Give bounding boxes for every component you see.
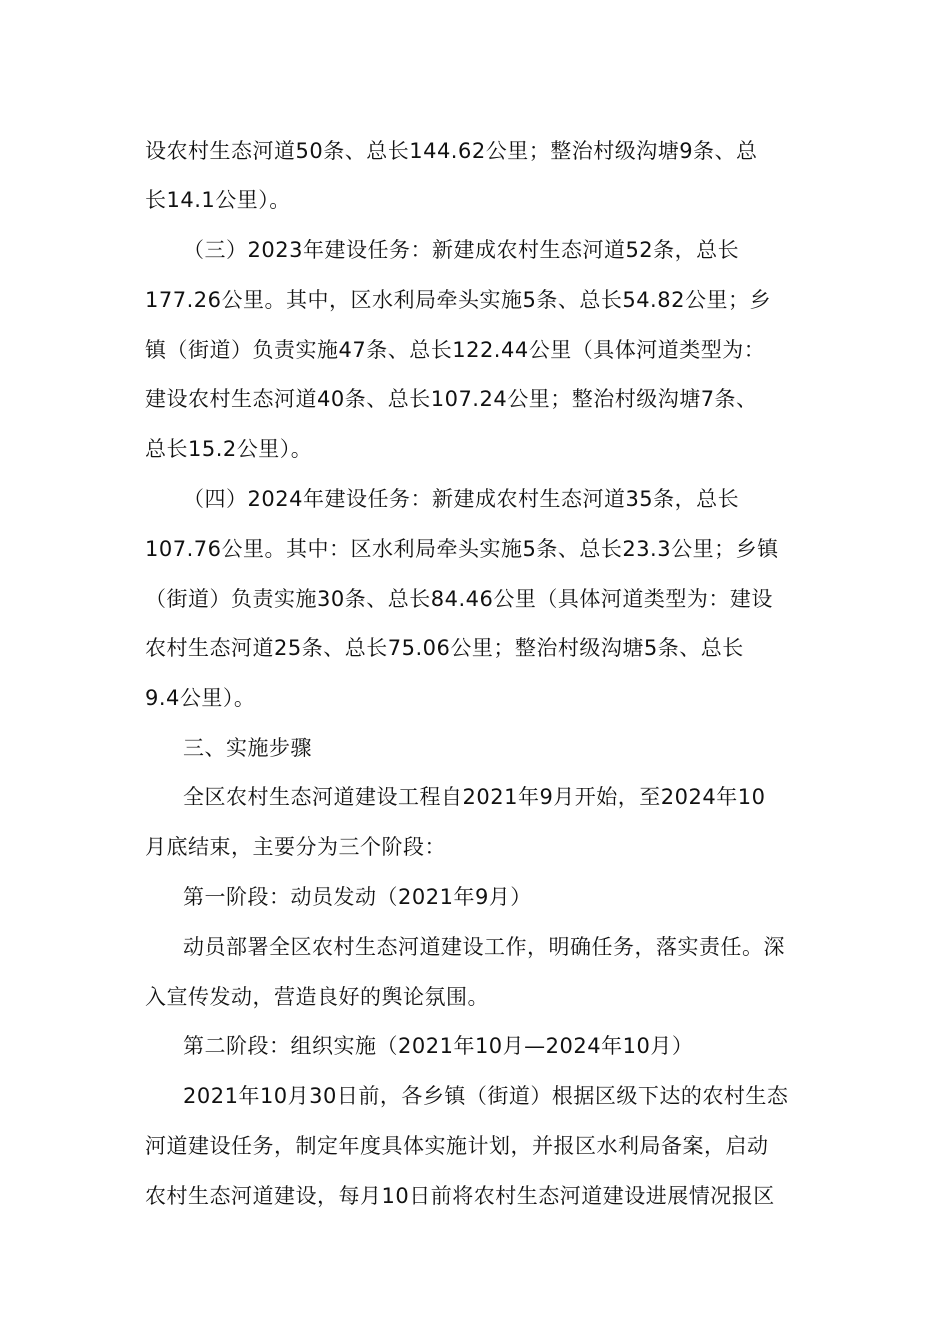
text-line: 长14.1公里）。 [145,188,291,212]
text-line: 2021年10月30日前，各乡镇（街道）根据区级下达的农村生态 [183,1084,789,1108]
text-line: 河道建设任务，制定年度具体实施计划，并报区水利局备案，启动 [145,1134,769,1158]
text-line: 总长15.2公里）。 [145,437,313,461]
text-line: （三）2023年建设任务：新建成农村生态河道52条，总长 [183,238,740,262]
text-line: 177.26公里。其中，区水利局牵头实施5条、总长54.82公里；乡 [145,288,771,312]
text-line: 月底结束，主要分为三个阶段： [145,835,446,859]
stage-heading: 第二阶段：组织实施（2021年10月—2024年10月） [183,1034,694,1058]
section-heading: 三、实施步骤 [183,736,312,760]
text-line: 动员部署全区农村生态河道建设工作，明确任务，落实责任。深 [183,935,785,959]
text-line: 全区农村生态河道建设工程自2021年9月开始，至2024年10 [183,785,766,809]
text-line: 镇（街道）负责实施47条、总长122.44公里（具体河道类型为： [145,338,766,362]
text-line: 107.76公里。其中：区水利局牵头实施5条、总长23.3公里；乡镇 [145,537,779,561]
text-line: （四）2024年建设任务：新建成农村生态河道35条，总长 [183,487,740,511]
stage-heading: 第一阶段：动员发动（2021年9月） [183,885,532,909]
text-line: 入宣传发动，营造良好的舆论氛围。 [145,985,489,1009]
text-line: （街道）负责实施30条、总长84.46公里（具体河道类型为：建设 [145,587,773,611]
text-line: 9.4公里）。 [145,686,256,710]
text-line: 农村生态河道25条、总长75.06公里；整治村级沟塘5条、总长 [145,636,744,660]
text-line: 农村生态河道建设，每月10日前将农村生态河道建设进展情况报区 [145,1184,775,1208]
text-line: 设农村生态河道50条、总长144.62公里；整治村级沟塘9条、总 [145,139,758,163]
text-line: 建设农村生态河道40条、总长107.24公里；整治村级沟塘7条、 [145,387,758,411]
